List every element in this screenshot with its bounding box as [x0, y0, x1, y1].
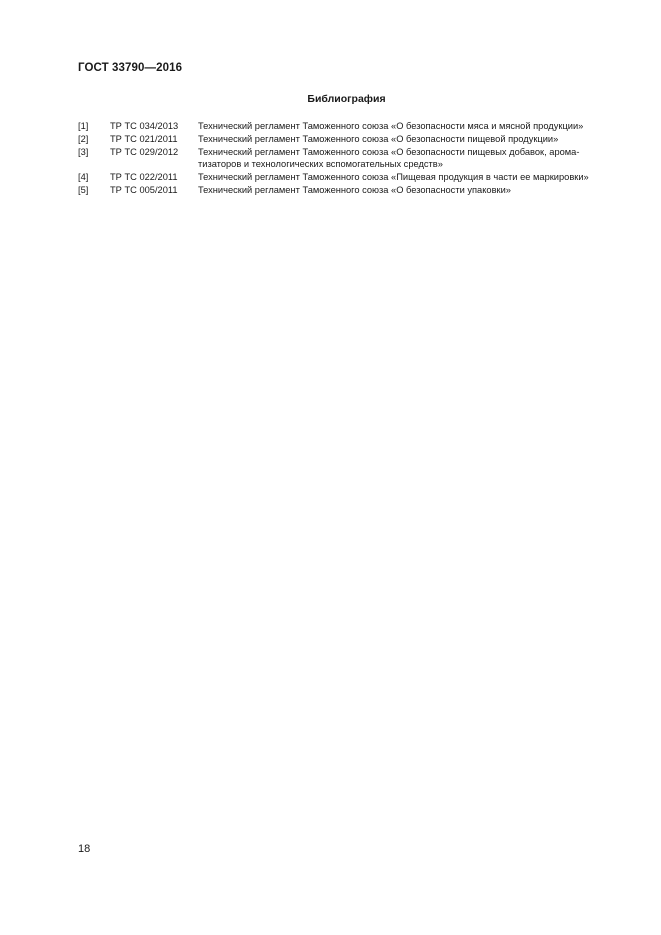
- bibliography-item-number: [5]: [78, 184, 89, 195]
- bibliography-item-code: ТР ТС 029/2012: [110, 146, 179, 157]
- bibliography-item-text-line: тизаторов и технологических вспомогательных средств»: [198, 159, 443, 170]
- bibliography-item-text-line: Технический регламент Таможенного союза «О безопасности пищевой продукции»: [198, 133, 559, 144]
- bibliography-item: [78, 171, 618, 184]
- bibliography-item: [78, 133, 618, 146]
- bibliography-item-text-line: Технический регламент Таможенного союза «О безопасности упаковки»: [198, 184, 511, 195]
- bibliography-title: Библиография: [307, 93, 386, 105]
- bibliography-item-number: [2]: [78, 133, 89, 144]
- bibliography-item-code: ТР ТС 034/2013: [110, 121, 179, 131]
- bibliography-item-text-line: Технический регламент Таможенного союза «О безопасности пищевых добавок, арома-: [198, 146, 580, 157]
- bibliography-item-code: ТР ТС 021/2011: [110, 133, 178, 144]
- bibliography-item: [78, 184, 618, 197]
- standard-header: ГОСТ 33790—2016: [78, 62, 183, 74]
- bibliography-item: [78, 146, 618, 172]
- bibliography-item-text: [198, 184, 618, 197]
- bibliography-item-text-line: Технический регламент Таможенного союза «О безопасности мяса и мясной продукции»: [198, 121, 584, 131]
- bibliography-item-number: [4]: [78, 172, 89, 183]
- bibliography-item-text: [198, 171, 618, 184]
- bibliography-item-text: [198, 133, 618, 146]
- bibliography-item: [78, 120, 618, 133]
- bibliography-item-number: [3]: [78, 146, 89, 157]
- bibliography-list: [78, 120, 618, 197]
- bibliography-item-text: [198, 146, 618, 172]
- bibliography-item-code: ТР ТС 005/2011: [110, 184, 178, 195]
- bibliography-item-number: [1]: [78, 121, 89, 131]
- bibliography-item-text: [198, 120, 618, 133]
- bibliography-item-text-line: Технический регламент Таможенного союза «Пищевая продукция в части ее маркировки»: [198, 172, 589, 183]
- bibliography-item-code: ТР ТС 022/2011: [110, 172, 178, 183]
- page-number: 18: [78, 843, 91, 855]
